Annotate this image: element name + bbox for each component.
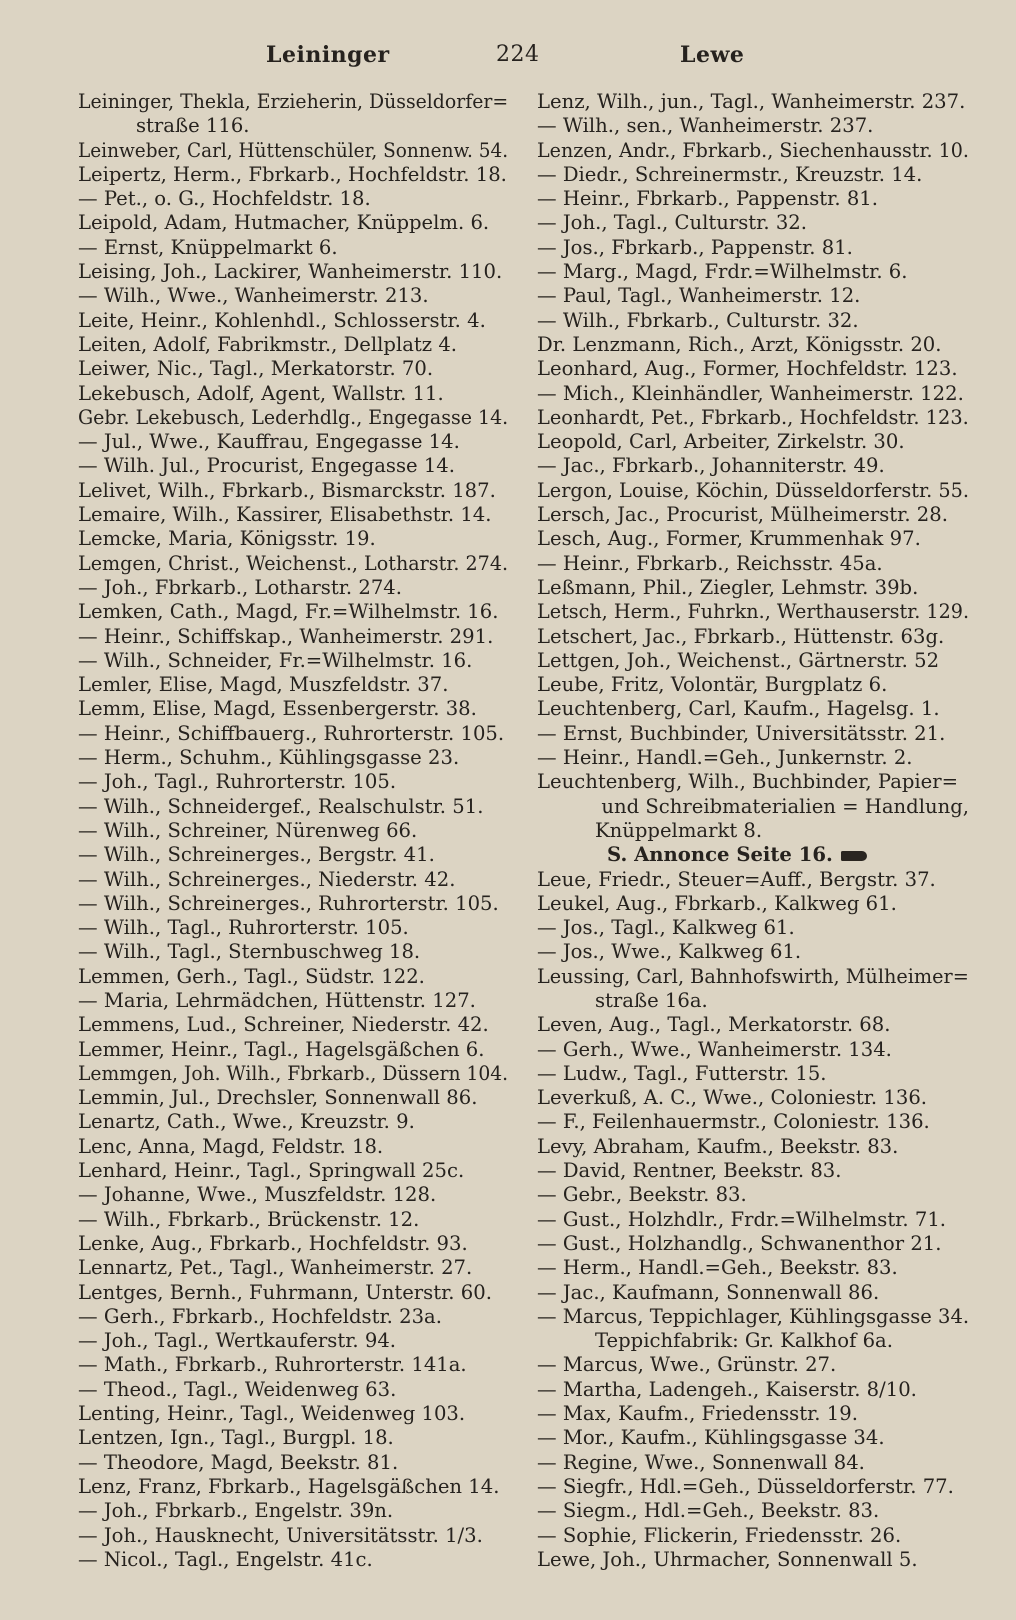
entry-text: — Gerh., Wwe., Wanheimerstr. 134. (537, 1037, 892, 1061)
directory-entry (78, 1135, 508, 1159)
directory-entry (537, 795, 969, 819)
entry-text: — Maria, Lehrmädchen, Hüttenstr. 127. (78, 988, 476, 1012)
directory-entry (78, 163, 508, 187)
directory-entry (537, 868, 969, 892)
directory-entry (78, 1305, 508, 1329)
entry-text: Lemm, Elise, Magd, Essenbergerstr. 38. (78, 697, 477, 721)
entry-text: — Marcus, Wwe., Grünstr. 27. (537, 1353, 837, 1377)
entry-text: Leinweber, Carl, Hüttenschüler, Sonnenw. 54. (78, 138, 509, 162)
entry-text: Leiwer, Nic., Tagl., Merkatorstr. 70. (78, 357, 434, 381)
entry-text: — F., Feilenhauermstr., Coloniestr. 136. (537, 1110, 930, 1134)
directory-entry (537, 260, 969, 284)
entry-text: Dr. Lenzmann, Rich., Arzt, Königsstr. 20. (537, 332, 942, 356)
directory-entry (537, 333, 969, 357)
entry-text: S. Annonce Seite 16. (607, 843, 833, 867)
entry-text: Leukel, Aug., Fbrkarb., Kalkweg 61. (537, 891, 897, 915)
entry-text: — Martha, Ladengeh., Kaiserstr. 8/10. (537, 1377, 917, 1401)
entry-text: Leopold, Carl, Arbeiter, Zirkelstr. 30. (537, 430, 905, 454)
header-right-keyword: Lewe (680, 42, 745, 68)
entry-text: Lenzen, Andr., Fbrkarb., Siechenhausstr. 10. (537, 138, 969, 162)
entry-text: — Herm., Schuhm., Kühlingsgasse 23. (78, 746, 460, 770)
directory-entry (78, 1524, 508, 1548)
directory-entry (78, 552, 508, 576)
entry-text: Lergon, Louise, Köchin, Düsseldorferstr. 55. (537, 478, 969, 502)
directory-entry (537, 1402, 969, 1426)
entry-text: straße 16a. (595, 988, 708, 1012)
entry-text: — Gust., Holzhdlr., Frdr.=Wilhelmstr. 71. (537, 1207, 947, 1231)
entry-text: Lemmens, Lud., Schreiner, Niederstr. 42. (78, 1013, 489, 1037)
directory-entry (537, 211, 969, 235)
entry-text: — Jos., Fbrkarb., Pappenstr. 81. (537, 235, 853, 259)
directory-entry (537, 1524, 969, 1548)
entry-text: — Theodore, Magd, Beekstr. 81. (78, 1450, 399, 1474)
entry-text: Leven, Aug., Tagl., Merkatorstr. 68. (537, 1013, 891, 1037)
entry-text: Leuchtenberg, Wilh., Buchbinder, Papier= (537, 770, 959, 794)
entry-text: Lesch, Aug., Former, Krummenhak 97. (537, 527, 921, 551)
directory-entry (78, 139, 508, 163)
entry-text: Knüppelmarkt 8. (595, 818, 763, 842)
entry-text: — Mor., Kaufm., Kühlingsgasse 34. (537, 1426, 885, 1450)
entry-text: — Wilh., Tagl., Sternbuschweg 18. (78, 940, 421, 964)
directory-entry (537, 1232, 969, 1256)
directory-entry (537, 1208, 969, 1232)
entry-text: Lenz, Wilh., jun., Tagl., Wanheimerstr. 237. (537, 90, 966, 113)
entry-text: — Regine, Wwe., Sonnenwall 84. (537, 1450, 865, 1474)
entry-text: Lentges, Bernh., Fuhrmann, Unterstr. 60. (78, 1280, 492, 1304)
entry-text: Lemcke, Maria, Königsstr. 19. (78, 527, 376, 551)
directory-entry (537, 1378, 969, 1402)
directory-entry (78, 576, 508, 600)
directory-entry (78, 1353, 508, 1377)
entry-text: — Joh., Fbrkarb., Engelstr. 39n. (78, 1499, 394, 1523)
directory-entry (537, 965, 969, 989)
entry-text: Lenke, Aug., Fbrkarb., Hochfeldstr. 93. (78, 1231, 468, 1255)
directory-entry (537, 1475, 969, 1499)
entry-text: — Ludw., Tagl., Futterstr. 15. (537, 1061, 827, 1085)
directory-entry (78, 333, 508, 357)
page-number: 224 (496, 42, 540, 67)
entry-text: — Jac., Kaufmann, Sonnenwall 86. (537, 1280, 880, 1304)
entry-text: Leube, Fritz, Volontär, Burgplatz 6. (537, 673, 888, 697)
directory-entry (537, 479, 969, 503)
directory-entry (78, 187, 508, 211)
entry-text: — Joh., Tagl., Wertkauferstr. 94. (78, 1329, 397, 1353)
directory-entry (78, 722, 508, 746)
entry-text: — Joh., Hausknecht, Universitätsstr. 1/3. (78, 1523, 483, 1547)
entry-text: — Jos., Wwe., Kalkweg 61. (537, 940, 802, 964)
directory-entry (537, 1183, 969, 1207)
directory-entry (537, 236, 969, 260)
page-header (0, 36, 1016, 76)
directory-entry (78, 284, 508, 308)
directory-entry (78, 1451, 508, 1475)
entry-text: Leininger, Thekla, Erzieherin, Düsseldorfer= (78, 90, 509, 113)
entry-text: Leising, Joh., Lackirer, Wanheimerstr. 110. (78, 260, 503, 284)
entry-text: Leonhardt, Pet., Fbrkarb., Hochfeldstr. 123. (537, 405, 969, 429)
left-column (78, 90, 508, 1572)
entry-text: Lemmgen, Joh. Wilh., Fbrkarb., Düssern 104. (78, 1061, 509, 1085)
directory-entry (537, 722, 969, 746)
entry-text: — Joh., Tagl., Ruhrorterstr. 105. (78, 770, 397, 794)
entry-text: Leue, Friedr., Steuer=Auff., Bergstr. 37. (537, 867, 936, 891)
directory-entry (78, 916, 508, 940)
directory-entry (78, 309, 508, 333)
entry-text: Gebr. Lekebusch, Lederhdlg., Engegasse 14. (78, 405, 509, 429)
directory-entry (78, 868, 508, 892)
directory-entry (78, 479, 508, 503)
directory-entry (537, 1451, 969, 1475)
directory-entry (537, 1499, 969, 1523)
entry-text: — Wilh., Schreiner, Nürenweg 66. (78, 818, 418, 842)
directory-entry (537, 187, 969, 211)
entry-text: — Joh., Fbrkarb., Lotharstr. 274. (78, 575, 403, 599)
entry-text: — Jos., Tagl., Kalkweg 61. (537, 916, 795, 940)
directory-entry (78, 382, 508, 406)
entry-text: — Joh., Tagl., Culturstr. 32. (537, 211, 807, 235)
directory-entry (537, 1013, 969, 1037)
directory-entry (537, 1110, 969, 1134)
entry-text: — Heinr., Fbrkarb., Reichsstr. 45a. (537, 551, 883, 575)
directory-entry (78, 625, 508, 649)
directory-entry (537, 1353, 969, 1377)
directory-entry (537, 940, 969, 964)
entry-text: — Gebr., Beekstr. 83. (537, 1183, 747, 1207)
directory-entry (537, 989, 969, 1013)
directory-entry (537, 454, 969, 478)
entry-text: — Wilh., Schreinerges., Niederstr. 42. (78, 867, 456, 891)
directory-entry (78, 1499, 508, 1523)
directory-entry (78, 843, 508, 867)
header-left-keyword: Leininger (266, 42, 390, 68)
directory-entry (78, 1183, 508, 1207)
directory-entry (537, 576, 969, 600)
entry-text: — Siegfr., Hdl.=Geh., Düsseldorferstr. 77. (537, 1474, 954, 1498)
entry-text: Lenc, Anna, Magd, Feldstr. 18. (78, 1134, 384, 1158)
directory-entry (78, 357, 508, 381)
directory-entry (537, 1135, 969, 1159)
entry-text: Lettgen, Joh., Weichenst., Gärtnerstr. 52 (537, 648, 940, 672)
directory-entry (78, 965, 508, 989)
entry-text: Lenartz, Cath., Wwe., Kreuzstr. 9. (78, 1110, 415, 1134)
entry-text: Lemgen, Christ., Weichenst., Lotharstr. 274. (78, 551, 509, 575)
directory-entry (78, 649, 508, 673)
directory-entry (78, 1086, 508, 1110)
directory-entry (537, 916, 969, 940)
entry-text: Lemmin, Jul., Drechsler, Sonnenwall 86. (78, 1086, 478, 1110)
entry-text: — Mich., Kleinhändler, Wanheimerstr. 122. (537, 381, 964, 405)
entry-text: — Nicol., Tagl., Engelstr. 41c. (78, 1547, 373, 1571)
directory-entry (78, 795, 508, 819)
entry-text: — Wilh., Schreinerges., Bergstr. 41. (78, 843, 435, 867)
directory-entry (78, 236, 508, 260)
directory-entry (537, 819, 969, 843)
entry-text: Leipold, Adam, Hutmacher, Knüppelm. 6. (78, 211, 490, 235)
directory-entry (78, 454, 508, 478)
directory-entry (537, 1329, 969, 1353)
directory-entry (537, 1281, 969, 1305)
directory-entry (537, 1062, 969, 1086)
directory-entry (537, 1256, 969, 1280)
entry-text: Lersch, Jac., Procurist, Mülheimerstr. 28. (537, 503, 948, 527)
entry-text: — Wilh., Tagl., Ruhrorterstr. 105. (78, 916, 409, 940)
entry-text: — Theod., Tagl., Weidenweg 63. (78, 1377, 397, 1401)
entry-text: Leuchtenberg, Carl, Kaufm., Hagelsg. 1. (537, 697, 940, 721)
entry-text: Leverkuß, A. C., Wwe., Coloniestr. 136. (537, 1086, 928, 1110)
entry-text: — Heinr., Handl.=Geh., Junkernstr. 2. (537, 746, 913, 770)
entry-text: Levy, Abraham, Kaufm., Beekstr. 83. (537, 1134, 899, 1158)
entry-text: — Wilh., Schneidergef., Realschulstr. 51. (78, 794, 484, 818)
directory-entry (537, 90, 969, 114)
directory-entry (537, 649, 969, 673)
entry-text: — Sophie, Flickerin, Friedensstr. 26. (537, 1523, 902, 1547)
directory-entry (78, 1110, 508, 1134)
directory-entry (78, 1475, 508, 1499)
entry-text: — Gerh., Fbrkarb., Hochfeldstr. 23a. (78, 1304, 442, 1328)
directory-entry (78, 1062, 508, 1086)
entry-text: Lemaire, Wilh., Kassirer, Elisabethstr. 14. (78, 503, 492, 527)
directory-entry (78, 746, 508, 770)
entry-text: Leiten, Adolf, Fabrikmstr., Dellplatz 4. (78, 332, 458, 356)
entry-text: Letsch, Herm., Fuhrkn., Werthauserstr. 129. (537, 600, 970, 624)
annonce-reference (537, 843, 969, 867)
entry-text: Lewe, Joh., Uhrmacher, Sonnenwall 5. (537, 1547, 918, 1571)
directory-entry (78, 989, 508, 1013)
directory-entry (78, 1402, 508, 1426)
entry-text: — Wilh., Fbrkarb., Culturstr. 32. (537, 308, 859, 332)
entry-text: Leussing, Carl, Bahnhofswirth, Mülheimer= (537, 964, 969, 988)
entry-text: — Wilh., sen., Wanheimerstr. 237. (537, 114, 874, 138)
directory-entry (78, 260, 508, 284)
directory-entry (537, 284, 969, 308)
directory-entry (78, 1548, 508, 1572)
directory-entry (537, 382, 969, 406)
entry-text: — Gust., Holzhandlg., Schwanenthor 21. (537, 1231, 942, 1255)
directory-entry (78, 1378, 508, 1402)
directory-entry (78, 1013, 508, 1037)
entry-text: — Siegm., Hdl.=Geh., Beekstr. 83. (537, 1499, 880, 1523)
entry-text: — Ernst, Knüppelmarkt 6. (78, 235, 338, 259)
directory-entry (537, 1159, 969, 1183)
entry-text: — Max, Kaufm., Friedensstr. 19. (537, 1402, 858, 1426)
directory-entry (78, 892, 508, 916)
entry-text: — Pet., o. G., Hochfeldstr. 18. (78, 187, 371, 211)
entry-text: — Herm., Handl.=Geh., Beekstr. 83. (537, 1256, 898, 1280)
entry-text: — Wilh., Schneider, Fr.=Wilhelmstr. 16. (78, 648, 473, 672)
directory-entry (78, 1281, 508, 1305)
entry-text: Leipertz, Herm., Fbrkarb., Hochfeldstr. 18. (78, 162, 507, 186)
entry-text: Lemmer, Heinr., Tagl., Hagelsgäßchen 6. (78, 1037, 485, 1061)
entry-text: Leite, Heinr., Kohlenhdl., Schlosserstr. 4. (78, 308, 486, 332)
directory-entry (78, 1232, 508, 1256)
directory-entry (78, 114, 508, 138)
directory-entry (78, 770, 508, 794)
directory-entry (78, 1256, 508, 1280)
directory-entry (537, 163, 969, 187)
entry-text: — Jac., Fbrkarb., Johanniterstr. 49. (537, 454, 885, 478)
directory-entry (537, 309, 969, 333)
entry-text: — Wilh., Fbrkarb., Brückenstr. 12. (78, 1207, 420, 1231)
directory-entry (537, 1548, 969, 1572)
directory-entry (78, 1038, 508, 1062)
entry-text: — Marcus, Teppichlager, Kühlingsgasse 34. (537, 1304, 970, 1328)
directory-entry (537, 357, 969, 381)
directory-entry (78, 819, 508, 843)
entry-text: — Jul., Wwe., Kauffrau, Engegasse 14. (78, 430, 460, 454)
entry-text: — Wilh. Jul., Procurist, Engegasse 14. (78, 454, 455, 478)
directory-entry (537, 139, 969, 163)
entry-text: — Wilh., Schreinerges., Ruhrorterstr. 105. (78, 891, 499, 915)
directory-entry (537, 1086, 969, 1110)
entry-text: Lekebusch, Adolf, Agent, Wallstr. 11. (78, 381, 444, 405)
directory-entry (78, 90, 508, 114)
entry-text: Leonhard, Aug., Former, Hochfeldstr. 123. (537, 357, 958, 381)
directory-entry (78, 697, 508, 721)
directory-entry (537, 892, 969, 916)
directory-entry (537, 1038, 969, 1062)
entry-text: Lemken, Cath., Magd, Fr.=Wilhelmstr. 16. (78, 600, 499, 624)
pointing-hand-icon (841, 851, 867, 861)
entry-text: — Heinr., Schiffskap., Wanheimerstr. 291. (78, 624, 494, 648)
directory-entry (78, 600, 508, 624)
directory-entry (537, 114, 969, 138)
entry-text: — Johanne, Wwe., Muszfeldstr. 128. (78, 1183, 437, 1207)
entry-text: Lenting, Heinr., Tagl., Weidenweg 103. (78, 1402, 466, 1426)
entry-text: — David, Rentner, Beekstr. 83. (537, 1159, 842, 1183)
entry-text: — Paul, Tagl., Wanheimerstr. 12. (537, 284, 861, 308)
directory-entry (537, 1426, 969, 1450)
entry-text: Lentzen, Ign., Tagl., Burgpl. 18. (78, 1426, 394, 1450)
entry-text: Lenz, Franz, Fbrkarb., Hagelsgäßchen 14. (78, 1474, 500, 1498)
entry-text: Teppichfabrik: Gr. Kalkhof 6a. (595, 1329, 893, 1353)
entry-text: straße 116. (136, 114, 250, 138)
directory-entry (78, 1159, 508, 1183)
entry-text: — Wilh., Wwe., Wanheimerstr. 213. (78, 284, 429, 308)
entry-text: — Math., Fbrkarb., Ruhrorterstr. 141a. (78, 1353, 467, 1377)
entry-text: — Ernst, Buchbinder, Universitätsstr. 21. (537, 721, 946, 745)
directory-entry (537, 770, 969, 794)
entry-text: Lelivet, Wilh., Fbrkarb., Bismarckstr. 187. (78, 478, 496, 502)
directory-entry (537, 527, 969, 551)
entry-text: — Heinr., Fbrkarb., Pappenstr. 81. (537, 187, 878, 211)
directory-entry (78, 940, 508, 964)
entry-text: Lemmen, Gerh., Tagl., Südstr. 122. (78, 964, 425, 988)
directory-entry (537, 746, 969, 770)
directory-entry (537, 552, 969, 576)
entry-text: Letschert, Jac., Fbrkarb., Hüttenstr. 63g. (537, 624, 945, 648)
directory-entry (78, 1208, 508, 1232)
directory-entry (78, 673, 508, 697)
entry-text: Lennartz, Pet., Tagl., Wanheimerstr. 27. (78, 1256, 473, 1280)
directory-entry (78, 1426, 508, 1450)
entry-text: Lemler, Elise, Magd, Muszfeldstr. 37. (78, 673, 449, 697)
entry-text: und Schreibmaterialien = Handlung, (601, 794, 969, 818)
directory-entry (537, 430, 969, 454)
entry-text: — Diedr., Schreinermstr., Kreuzstr. 14. (537, 162, 923, 186)
directory-entry (78, 503, 508, 527)
entry-text: Lenhard, Heinr., Tagl., Springwall 25c. (78, 1159, 465, 1183)
directory-entry (537, 673, 969, 697)
directory-entry (78, 211, 508, 235)
entry-text: — Marg., Magd, Frdr.=Wilhelmstr. 6. (537, 260, 908, 284)
entry-text: — Heinr., Schiffbauerg., Ruhrorterstr. 105. (78, 721, 505, 745)
entry-text: Leßmann, Phil., Ziegler, Lehmstr. 39b. (537, 575, 919, 599)
directory-entry (78, 430, 508, 454)
directory-entry (78, 406, 508, 430)
directory-entry (537, 503, 969, 527)
directory-entry (78, 527, 508, 551)
directory-entry (537, 625, 969, 649)
right-column (537, 90, 969, 1572)
directory-entry (537, 697, 969, 721)
directory-entry (537, 600, 969, 624)
directory-entry (78, 1329, 508, 1353)
directory-entry (537, 1305, 969, 1329)
directory-entry (537, 406, 969, 430)
